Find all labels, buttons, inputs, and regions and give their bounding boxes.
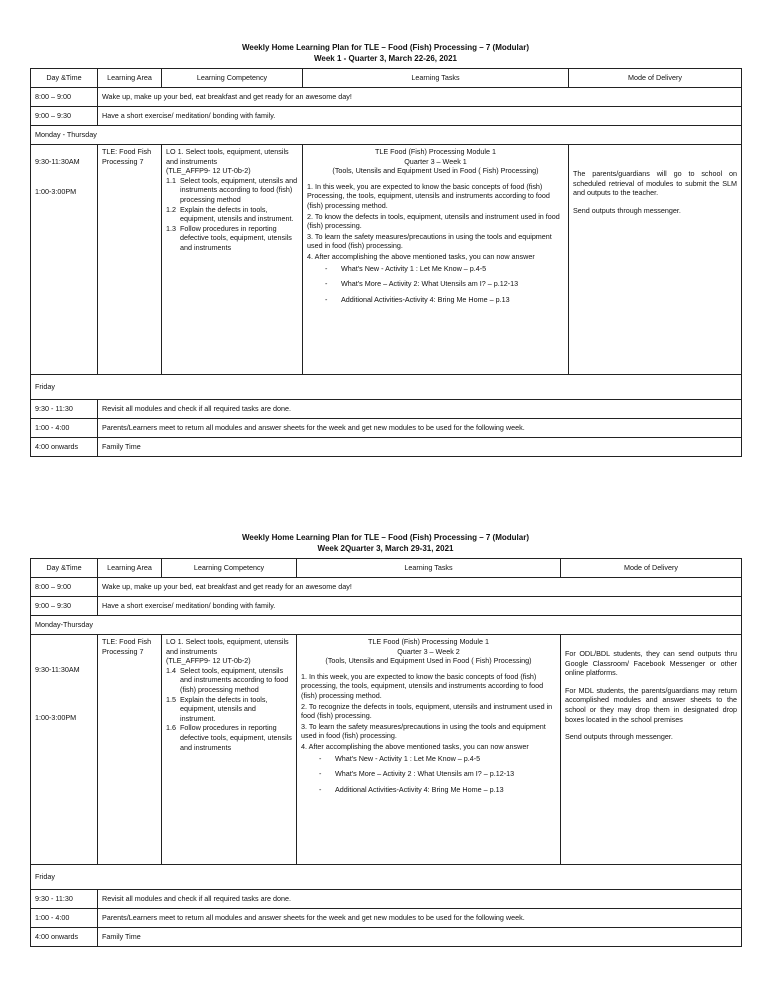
time-cell: 8:00 – 9:00 [31,578,98,597]
competency-code: (TLE_AFFP9- 12 UT-0b-2) [166,656,251,666]
delivery-cell [561,635,742,865]
header-mode-of-delivery: Mode of Delivery [561,559,742,578]
section-row [31,616,742,635]
task-paragraph: 1. In this week, you are expected to know the basic concepts of food (fish) Processing, the tools, equipment, utensils and instruments according to food (fish) processing method. [307,181,550,210]
competency-code: (TLE_AFFP9- 12 UT-0b-2) [166,166,251,176]
time-slots-cell [31,635,98,865]
tasks-cell [303,145,569,375]
time-slot: 1:00-3:00PM [35,186,77,196]
time-cell: 4:00 onwards [31,928,98,947]
competency-item: 1.3 Follow procedures in reporting defective tools, equipment, utensils and instruments [166,223,292,252]
plan-table [30,558,742,947]
competency-cell [162,635,297,865]
competency-item: 1.1 Select tools, equipment, utensils and instruments according to food (fish) processing method [166,175,298,204]
activity-cell: Revisit all modules and check if all required tasks are done. [98,890,742,909]
delivery-text: Send outputs through messenger. [565,732,673,742]
competency-lo: LO 1. Select tools, equipment, utensils and instruments [166,147,289,166]
module-title: TLE Food (Fish) Processing Module 1 [374,147,497,156]
time-cell: 4:00 onwards [31,438,98,457]
table-row [31,909,742,928]
section-row [31,865,742,890]
activity-cell: Revisit all modules and check if all required tasks are done. [98,400,742,419]
module-topic: (Tools, Utensils and Equipment Used in Food ( Fish) Processing) [325,656,532,666]
time-cell: 9:30 - 11:30 [31,400,98,419]
task-paragraph: 2. To recognize the defects in tools, equipment, utensils and instrument used in food (fish) processing. [301,701,553,721]
table-row [31,88,742,107]
table-row [31,438,742,457]
delivery-cell [569,145,742,375]
competency-lo: LO 1. Select tools, equipment, utensils and instruments [166,637,289,656]
activity-list [301,754,556,795]
main-row [31,635,742,865]
activity-cell: Parents/Learners meet to return all modules and answer sheets for the week and get new modules to be used for the following week. [98,909,742,928]
section-label: Monday - Thursday [31,126,742,145]
plan-1 [30,68,741,457]
delivery-text: The parents/guardians will go to school on scheduled retrieval of modules to submit the SLM and outputs to the teacher. [573,169,737,198]
competency-item: 1.2 Explain the defects in tools, equipment, utensils and instrument. [166,204,294,224]
task-paragraph: 4. After accomplishing the above mentioned tasks, you can now answer [307,251,535,261]
competency-item: 1.6 Follow procedures in reporting defective tools, equipment, utensils and instruments [166,723,292,752]
header-learning-competency: Learning Competency [162,69,303,88]
learning-area-cell: TLE: Food Fish Processing 7 [98,145,162,375]
time-slot: 9:30-11:30AM [35,157,80,166]
activity-cell: Have a short exercise/ meditation/ bonding with family. [98,107,742,126]
plan-subtitle: Week 2Quarter 3, March 29-31, 2021 [317,544,454,553]
activity-cell: Family Time [98,438,742,457]
header-learning-area: Learning Area [98,69,162,88]
list-item: - What's New - Activity 1 : Let Me Know – p.4-5 [319,754,556,764]
delivery-text: Send outputs through messenger. [573,205,681,215]
task-paragraph: 1. In this week, you are expected to know the basic concepts of food (fish) processing, the tools, equipment, utensils and instruments according to food (fish) processing method. [301,671,544,700]
time-slot: 1:00-3:00PM [35,712,77,722]
competency-item: 1.4 Select tools, equipment, utensils and instruments according to food (fish) processing method [166,665,289,694]
delivery-text: For ODL/BDL students, they can send outputs thru Google Classroom/ Facebook Messenger or other online platforms. [565,649,737,678]
plan-title: Weekly Home Learning Plan for TLE – Food (Fish) Processing – 7 (Modular) [241,43,529,52]
table-row [31,597,742,616]
plan-2-title-block [30,532,741,554]
section-row [31,126,742,145]
plan-subtitle: Week 1 - Quarter 3, March 22-26, 2021 [313,54,458,63]
list-item: - Additional Activities-Activity 4: Bring Me Home – p.13 [325,295,564,305]
header-day-time: Day &Time [31,559,98,578]
learning-area-cell: TLE: Food Fish Processing 7 [98,635,162,865]
list-item: - Additional Activities-Activity 4: Bring Me Home – p.13 [319,785,556,795]
activity-cell: Wake up, make up your bed, eat breakfast and get ready for an awesome day! [98,88,742,107]
section-label: Monday-Thursday [31,616,742,635]
table-row [31,107,742,126]
module-topic: (Tools, Utensils and Equipment Used in Food ( Fish) Processing) [332,166,539,176]
section-label: Friday [31,865,742,890]
time-cell: 9:00 – 9:30 [31,107,98,126]
list-item: - What's New - Activity 1 : Let Me Know – p.4-5 [325,264,564,274]
competency-item: 1.5 Explain the defects in tools, equipment, utensils and instrument. [166,694,268,723]
activity-list [307,264,564,305]
table-row [31,400,742,419]
time-slots-cell [31,145,98,375]
time-slot: 9:30-11:30AM [35,665,80,674]
section-label: Friday [31,375,742,400]
activity-cell: Have a short exercise/ meditation/ bonding with family. [98,597,742,616]
time-cell: 8:00 – 9:00 [31,88,98,107]
header-learning-tasks: Learning Tasks [297,559,561,578]
activity-cell: Family Time [98,928,742,947]
header-day-time: Day &Time [31,69,98,88]
header-mode-of-delivery: Mode of Delivery [569,69,742,88]
task-paragraph: 3. To learn the safety measures/precautions in using the tools and equipment used in food (fish) processing. [307,231,552,251]
task-paragraph: 2. To know the defects in tools, equipment, utensils and instrument used in food (fish) processing. [307,211,560,231]
table-row [31,419,742,438]
main-row [31,145,742,375]
delivery-text: For MDL students, the parents/guardians may return accomplished modules and answer sheets to the school or they may drop them in designated drop boxes located in the school premises [565,685,737,724]
time-cell: 9:30 - 11:30 [31,890,98,909]
header-row [31,69,742,88]
table-row [31,578,742,597]
module-quarter: Quarter 3 – Week 2 [397,646,460,656]
plan-title: Weekly Home Learning Plan for TLE – Food (Fish) Processing – 7 (Modular) [241,533,529,542]
module-title: TLE Food (Fish) Processing Module 1 [367,637,490,646]
competency-cell [162,145,303,375]
time-cell: 1:00 - 4:00 [31,419,98,438]
header-row [31,559,742,578]
plan-1-title-block [30,42,741,64]
table-row [31,890,742,909]
time-cell: 1:00 - 4:00 [31,909,98,928]
section-row [31,375,742,400]
tasks-cell [297,635,561,865]
task-paragraph: 3. To learn the safety measures/precautions in using the tools and equipment used in food (fish) processing. [301,721,546,741]
header-learning-competency: Learning Competency [162,559,297,578]
activity-cell: Parents/Learners meet to return all modules and answer sheets for the week and get new modules to be used for the following week. [98,419,742,438]
list-item: - What's More – Activity 2 : What Utensils am I? – p.12-13 [319,769,556,779]
activity-cell: Wake up, make up your bed, eat breakfast and get ready for an awesome day! [98,578,742,597]
header-learning-tasks: Learning Tasks [303,69,569,88]
module-quarter: Quarter 3 – Week 1 [404,156,467,166]
plan-2 [30,558,741,947]
list-item: - What's More – Activity 2: What Utensils am I? – p.12-13 [325,279,564,289]
plan-table [30,68,742,457]
time-cell: 9:00 – 9:30 [31,597,98,616]
table-row [31,928,742,947]
header-learning-area: Learning Area [98,559,162,578]
task-paragraph: 4. After accomplishing the above mentioned tasks, you can now answer [301,741,529,751]
